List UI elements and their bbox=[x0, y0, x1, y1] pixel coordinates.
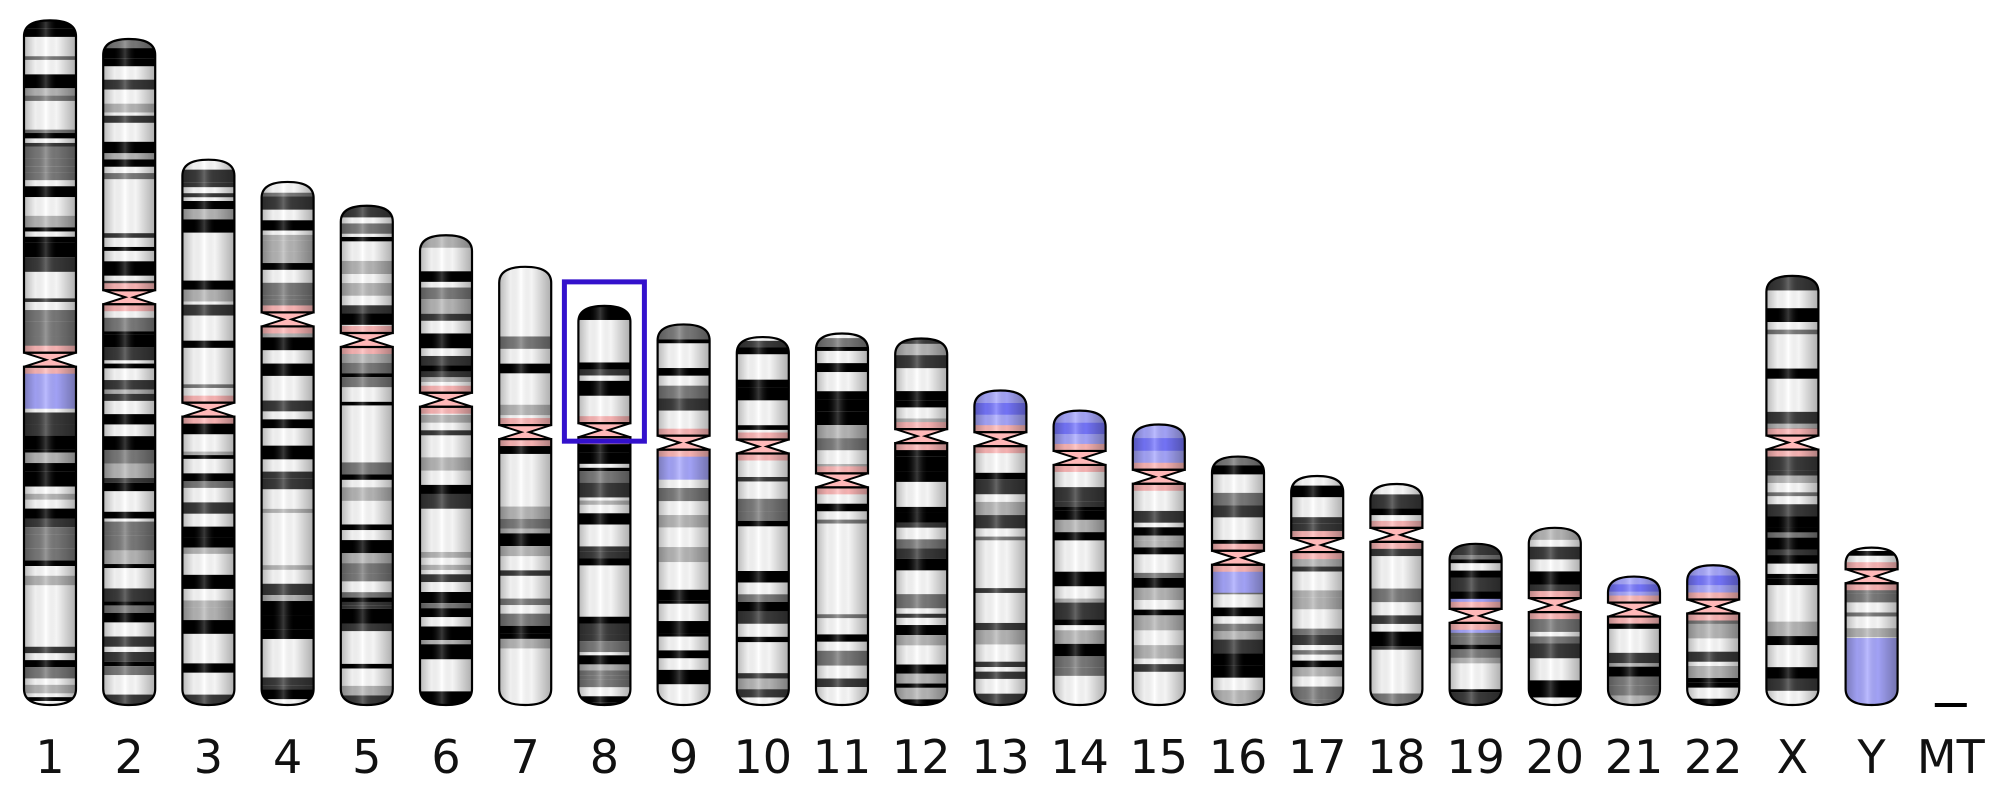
centromere-4 bbox=[262, 312, 314, 326]
chromosome-7 bbox=[499, 267, 551, 705]
centromere-8 bbox=[578, 423, 630, 437]
mitochondrial-dna-mark bbox=[1935, 703, 1967, 707]
chromosome-label-3: 3 bbox=[193, 730, 224, 784]
centromere-Y bbox=[1846, 569, 1898, 583]
chromosome-15 bbox=[1133, 425, 1185, 705]
chromosome-16 bbox=[1212, 457, 1264, 705]
chromosome-label-8: 8 bbox=[589, 730, 620, 784]
chromosome-label-9: 9 bbox=[668, 730, 699, 784]
chromosome-17 bbox=[1291, 476, 1343, 705]
chromosome-12 bbox=[895, 338, 947, 705]
chromosome-label-MT: MT bbox=[1916, 730, 1985, 784]
centromere-20 bbox=[1529, 598, 1581, 612]
chromosome-label-6: 6 bbox=[431, 730, 461, 784]
chromosome-9 bbox=[658, 324, 710, 705]
chromosome-1 bbox=[24, 20, 76, 705]
chromosome-MT bbox=[1935, 703, 1967, 707]
centromere-16 bbox=[1212, 551, 1264, 565]
chromosome-22 bbox=[1687, 565, 1739, 705]
centromere-7 bbox=[499, 425, 551, 439]
chromosome-Y bbox=[1846, 548, 1898, 705]
chromosome-label-12: 12 bbox=[891, 730, 951, 784]
centromere-11 bbox=[816, 473, 868, 487]
centromere-19 bbox=[1450, 609, 1502, 623]
chromosome-label-18: 18 bbox=[1367, 730, 1426, 784]
chromosome-5 bbox=[341, 206, 393, 705]
chromosome-label-11: 11 bbox=[812, 730, 872, 784]
chromosomes-layer bbox=[24, 20, 1967, 707]
chromosome-label-19: 19 bbox=[1446, 730, 1505, 784]
centromere-3 bbox=[182, 403, 234, 417]
centromere-1 bbox=[24, 353, 76, 367]
chromosome-label-4: 4 bbox=[272, 730, 303, 784]
chromosome-label-17: 17 bbox=[1287, 730, 1347, 784]
centromere-14 bbox=[1054, 451, 1106, 465]
chromosome-4 bbox=[262, 182, 314, 705]
chromosome-label-14: 14 bbox=[1050, 730, 1109, 784]
chromosome-label-5: 5 bbox=[352, 730, 382, 784]
centromere-15 bbox=[1133, 470, 1185, 484]
centromere-12 bbox=[895, 429, 947, 443]
centromere-17 bbox=[1291, 538, 1343, 552]
chromosome-label-13: 13 bbox=[971, 730, 1030, 784]
chromosome-label-2: 2 bbox=[114, 730, 144, 784]
chromosome-8 bbox=[564, 282, 644, 705]
chromosome-6 bbox=[420, 235, 472, 705]
chromosome-label-16: 16 bbox=[1208, 730, 1268, 784]
chromosome-X bbox=[1766, 276, 1818, 705]
centromere-2 bbox=[103, 290, 155, 304]
centromere-9 bbox=[658, 436, 710, 450]
chromosome-21 bbox=[1608, 577, 1660, 705]
chromosome-label-1: 1 bbox=[35, 730, 65, 784]
chromosome-label-20: 20 bbox=[1525, 730, 1585, 784]
chromosome-19 bbox=[1450, 544, 1502, 705]
chromosome-label-22: 22 bbox=[1683, 730, 1743, 784]
labels-layer bbox=[35, 730, 1985, 784]
chromosome-label-10: 10 bbox=[733, 730, 793, 784]
centromere-10 bbox=[737, 440, 789, 454]
centromere-18 bbox=[1370, 528, 1422, 542]
chromosome-2 bbox=[103, 39, 155, 705]
centromere-13 bbox=[974, 432, 1026, 446]
chromosome-20 bbox=[1529, 528, 1581, 705]
chromosome-11 bbox=[816, 334, 868, 705]
chromosome-3 bbox=[182, 160, 234, 705]
chromosome-18 bbox=[1370, 484, 1422, 705]
chromosome-label-7: 7 bbox=[510, 730, 540, 784]
centromere-21 bbox=[1608, 603, 1660, 617]
centromere-5 bbox=[341, 333, 393, 347]
chromosome-13 bbox=[974, 391, 1026, 705]
chromosome-label-15: 15 bbox=[1129, 730, 1189, 784]
chromosome-label-Y: Y bbox=[1857, 730, 1886, 784]
chromosome-10 bbox=[737, 337, 789, 705]
centromere-X bbox=[1766, 436, 1818, 450]
chromosome-label-21: 21 bbox=[1604, 730, 1664, 784]
chromosome-14 bbox=[1054, 411, 1106, 705]
chromosome-label-X: X bbox=[1776, 730, 1809, 784]
centromere-22 bbox=[1687, 599, 1739, 613]
centromere-6 bbox=[420, 393, 472, 407]
